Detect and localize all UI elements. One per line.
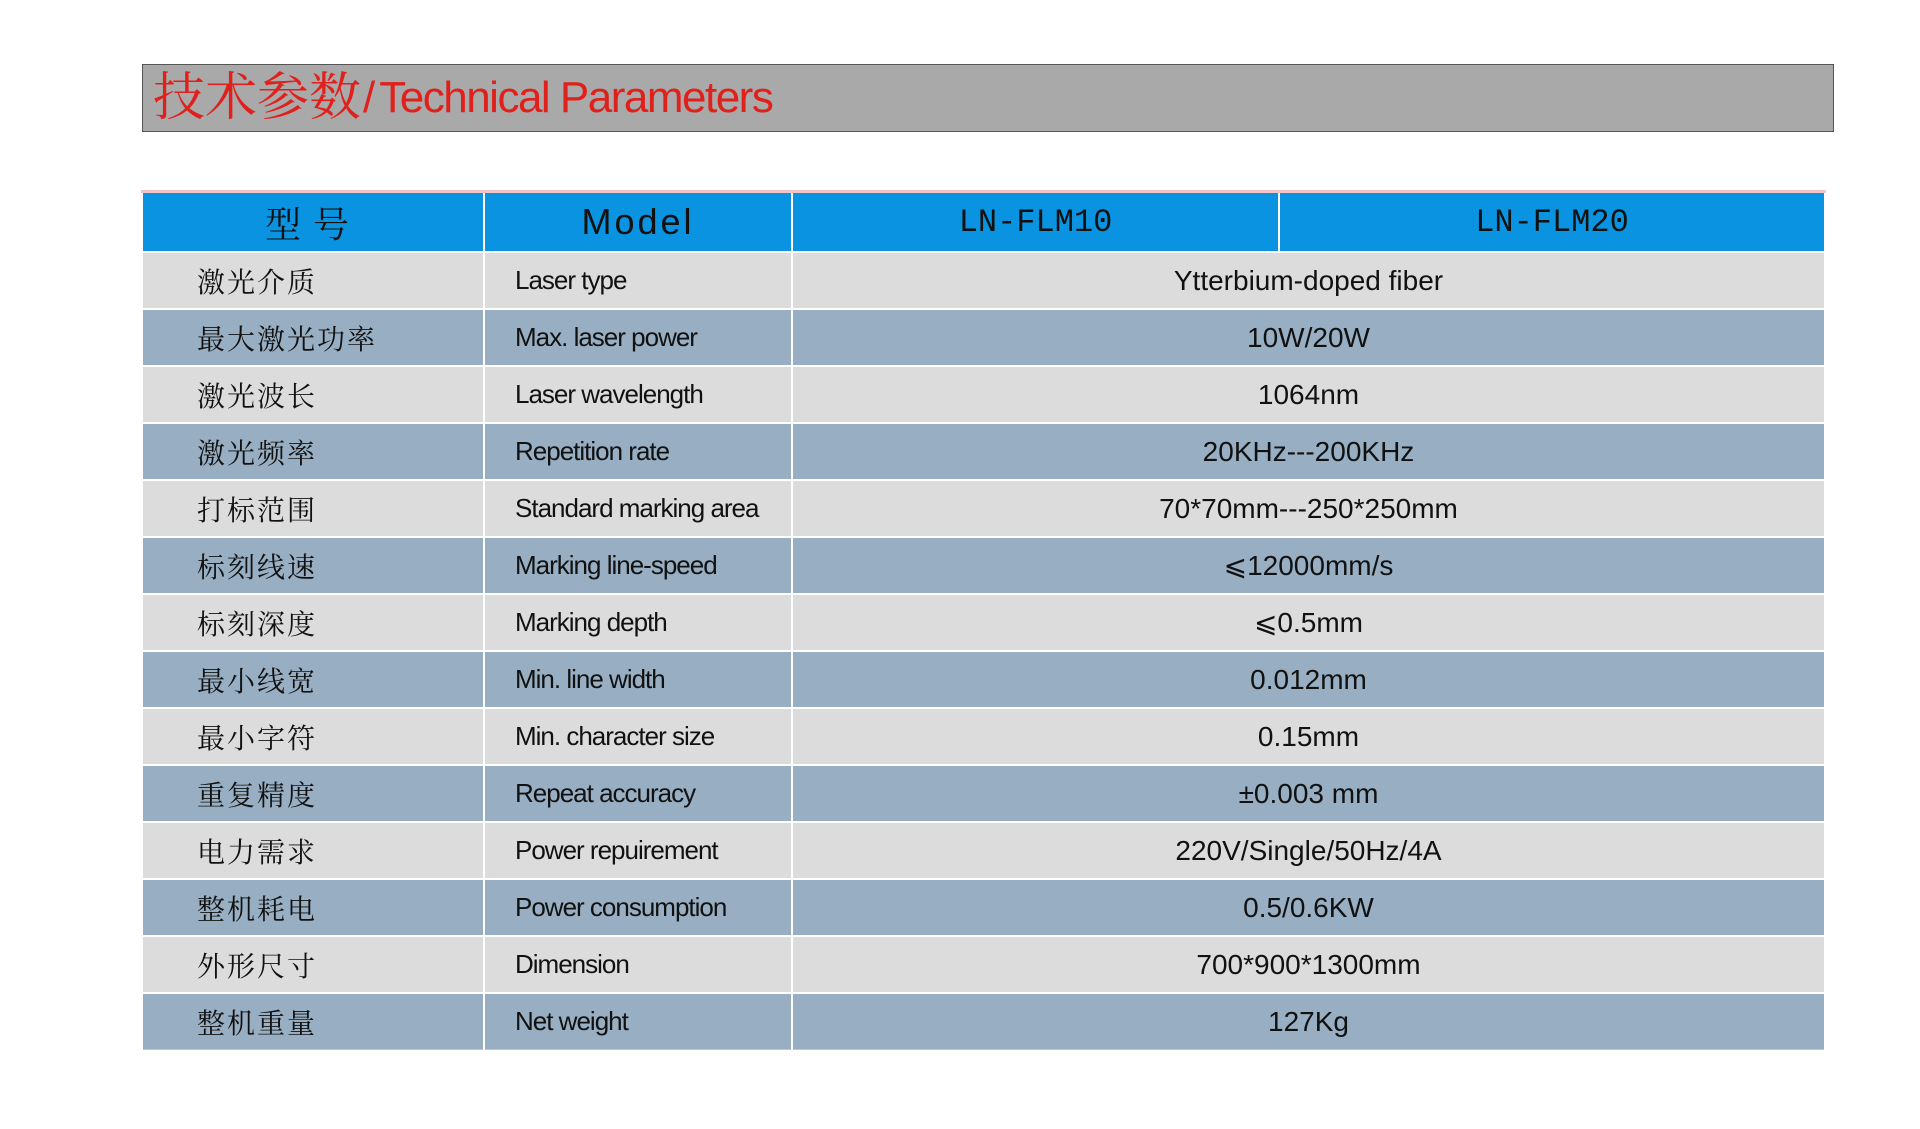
table-row [142,480,1825,537]
param-value: 0.5/0.6KW [792,879,1825,936]
param-name-en: Net weight [484,993,792,1050]
param-name-en: Min. line width [484,651,792,708]
param-name-en: Repetition rate [484,423,792,480]
param-name-en: Max. laser power [484,309,792,366]
header-model-ln-flm10: LN-FLM10 [792,192,1279,253]
param-name-en: Standard marking area [484,480,792,537]
param-name-cn: 激光频率 [142,423,484,480]
param-value: 220V/Single/50Hz/4A [792,822,1825,879]
header-model-cn: 型号 [142,192,484,253]
table-row [142,708,1825,765]
param-value: 20KHz---200KHz [792,423,1825,480]
param-name-en: Laser type [484,252,792,309]
table-row [142,879,1825,936]
param-name-cn: 整机重量 [142,993,484,1050]
param-value: 0.15mm [792,708,1825,765]
param-value: 0.012mm [792,651,1825,708]
param-name-cn: 最大激光功率 [142,309,484,366]
table-row [142,537,1825,594]
table-row [142,252,1825,309]
table-row [142,936,1825,993]
param-name-en: Laser wavelength [484,366,792,423]
param-name-en: Marking depth [484,594,792,651]
param-name-cn: 激光波长 [142,366,484,423]
param-name-en: Min. character size [484,708,792,765]
param-name-cn: 标刻深度 [142,594,484,651]
param-value: ⩽0.5mm [792,594,1825,651]
param-name-cn: 最小字符 [142,708,484,765]
param-value: 127Kg [792,993,1825,1050]
param-name-cn: 整机耗电 [142,879,484,936]
parameters-table [141,190,1826,1050]
section-title-cn: 技术参数 [153,68,362,128]
table-row [142,651,1825,708]
table-row [142,423,1825,480]
param-name-en: Power repuirement [484,822,792,879]
table-row [142,822,1825,879]
param-name-cn: 激光介质 [142,252,484,309]
table-row [142,309,1825,366]
param-name-cn: 标刻线速 [142,537,484,594]
table-row [142,366,1825,423]
param-value: ±0.003 mm [792,765,1825,822]
param-name-en: Marking line-speed [484,537,792,594]
param-name-cn: 外形尺寸 [142,936,484,993]
header-model-en: Model [484,192,792,253]
param-name-cn: 重复精度 [142,765,484,822]
table-row [142,765,1825,822]
param-name-cn: 电力需求 [142,822,484,879]
param-value: 1064nm [792,366,1825,423]
table-row [142,993,1825,1050]
param-value: ⩽12000mm/s [792,537,1825,594]
param-value: 700*900*1300mm [792,936,1825,993]
param-value: Ytterbium-doped fiber [792,252,1825,309]
param-name-en: Dimension [484,936,792,993]
table-header-row [142,192,1825,253]
param-name-cn: 打标范围 [142,480,484,537]
table-row [142,594,1825,651]
param-name-en: Power consumption [484,879,792,936]
section-title-bar [142,64,1834,132]
header-model-ln-flm20: LN-FLM20 [1279,192,1825,253]
param-name-cn: 最小线宽 [142,651,484,708]
param-value: 10W/20W [792,309,1825,366]
section-title-separator: / [363,73,376,122]
section-title-en: Technical Parameters [379,73,773,122]
param-name-en: Repeat accuracy [484,765,792,822]
param-value: 70*70mm---250*250mm [792,480,1825,537]
